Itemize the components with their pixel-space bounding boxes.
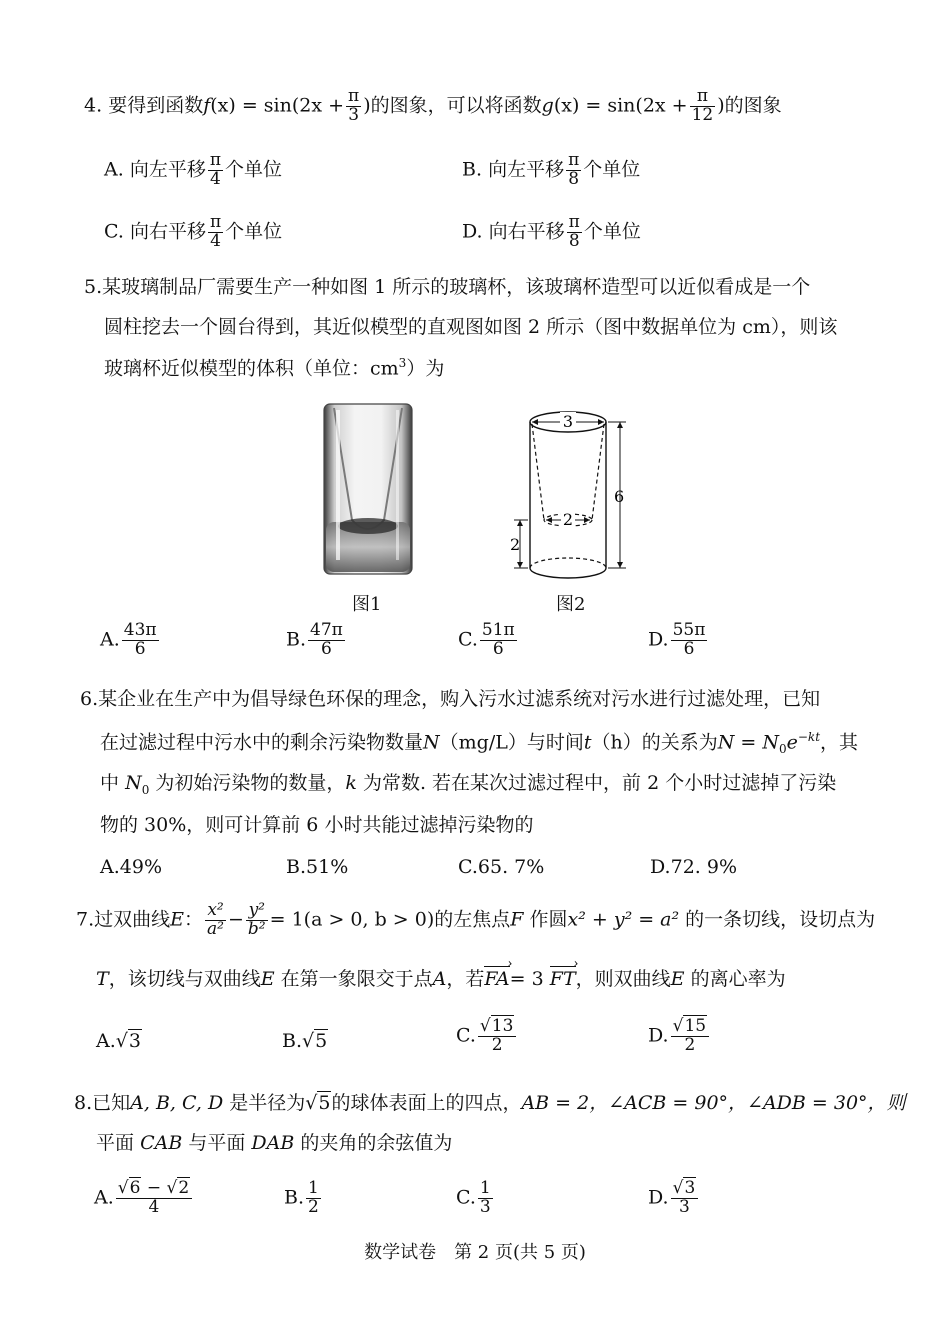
q5-option-b: B. $\frac{47\pi}{6}$ [286, 620, 343, 659]
q7-option-d: D. $\frac{√15}{2}$ [648, 1018, 711, 1055]
q7-number: 7. [76, 908, 95, 931]
q6-line2: 在过滤过程中污水中的剩余污染物数量N（mg/L）与时间t（h）的关系为$N = N_0e^{-kt}$，其 [100, 730, 859, 757]
q5-line2: 圆柱挖去一个圆台得到，其近似模型的直观图如图 2 所示（图中数据单位为 cm），则该 [104, 316, 838, 338]
base-height-label: 2 [510, 535, 521, 554]
fraction: $\frac{\pi}{12}$ [691, 86, 714, 125]
height-label: 6 [614, 487, 625, 506]
q4-option-a: A. 向左平移 $\frac{\pi}{4}$ 个单位 [104, 150, 283, 189]
q7-line1: 7.过双曲线E： $\frac{\text{x²}}{\text{a²}}$ − $\frac{\text{y²}}{\text{b²}}$ = 1(a > 0, b > 0)的左焦点F 作圆x² + y² = a² 的一条切线，设切点为 [76, 900, 876, 939]
q7-line2: T，该切线与双曲线E 在第一象限交于点A，若FA ›= 3 FT ›，则双曲线E 的离心率为 [96, 968, 786, 991]
q6-number: 6. [80, 688, 99, 710]
q6-option-a: A.49% [100, 856, 162, 878]
q6-option-c: C.65. 7% [458, 856, 545, 878]
q5-option-d: D. $\frac{55\pi}{6}$ [648, 620, 706, 659]
q7-option-b: B.√5 [282, 1030, 328, 1052]
figure-1-caption: 图1 [352, 594, 382, 615]
glass-model-diagram [508, 400, 638, 580]
inner-diameter-label: 2 [562, 510, 574, 529]
page-footer: 数学试卷 第 2 页(共 5 页) [364, 1242, 586, 1263]
q4-option-b: B. 向左平移 $\frac{\pi}{8}$ 个单位 [462, 150, 641, 189]
q4-option-d: D. 向右平移 $\frac{\pi}{8}$ 个单位 [462, 212, 641, 251]
q4-number: 4. [84, 94, 103, 117]
q5-line1: 5.某玻璃制品厂需要生产一种如图 1 所示的玻璃杯，该玻璃杯造型可以近似看成是一个 [84, 276, 811, 298]
q5-number: 5. [84, 276, 103, 298]
q8-line2: 平面 CAB 与平面 DAB 的夹角的余弦值为 [96, 1132, 453, 1154]
q8-option-a: A. $\frac{√6 - √2}{4}$ [94, 1180, 194, 1217]
q5-option-c: C. $\frac{51\pi}{6}$ [458, 620, 515, 659]
q8-number: 8. [74, 1092, 93, 1114]
q5-line3: 玻璃杯近似模型的体积（单位：$cm^3$）为 [104, 356, 445, 380]
q6-option-b: B.51% [286, 856, 349, 878]
q6-line3: 中 $N_0$ 为初始污染物的数量，k 为常数. 若在某次过滤过程中，前 2 个小时过滤掉了污染 [100, 772, 837, 797]
glass-photo-figure [318, 400, 418, 580]
q8-option-b: B. $\frac{1}{2}$ [284, 1178, 319, 1217]
q8-option-d: D. $\frac{√3}{3}$ [648, 1180, 700, 1217]
q6-option-d: D.72. 9% [650, 856, 738, 878]
fraction: $\frac{\pi}{3}$ [348, 86, 360, 125]
q4-option-c: C. 向右平移 $\frac{\pi}{4}$ 个单位 [104, 212, 283, 251]
figure-2-caption: 图2 [556, 594, 586, 615]
q8-option-c: C. $\frac{1}{3}$ [456, 1178, 491, 1217]
q4-stem: 4. 要得到函数f(x) = sin(2x + $\frac{\pi}{3}$ )的图象，可以将函数g(x) = sin(2x + $\frac{\pi}{12}$ )的图象 [84, 86, 782, 125]
q7-option-a: A.√3 [96, 1030, 141, 1052]
vector-fa: FA › [484, 968, 509, 991]
q6-line1: 6.某企业在生产中为倡导绿色环保的理念，购入污水过滤系统对污水进行过滤处理，已知 [80, 688, 821, 710]
q6-line4: 物的 30%，则可计算前 6 小时共能过滤掉污染物的 [100, 814, 534, 836]
q8-line1: 8.已知A, B, C, D 是半径为√5的球体表面上的四点，AB = 2，∠ACB = 90°，∠ADB = 30°，则 [74, 1092, 906, 1114]
q7-option-c: C. $\frac{√13}{2}$ [456, 1018, 518, 1055]
q5-option-a: A. $\frac{43\pi}{6}$ [100, 620, 157, 659]
top-diameter-label: 3 [562, 412, 574, 431]
vector-ft: FT › [550, 968, 576, 991]
